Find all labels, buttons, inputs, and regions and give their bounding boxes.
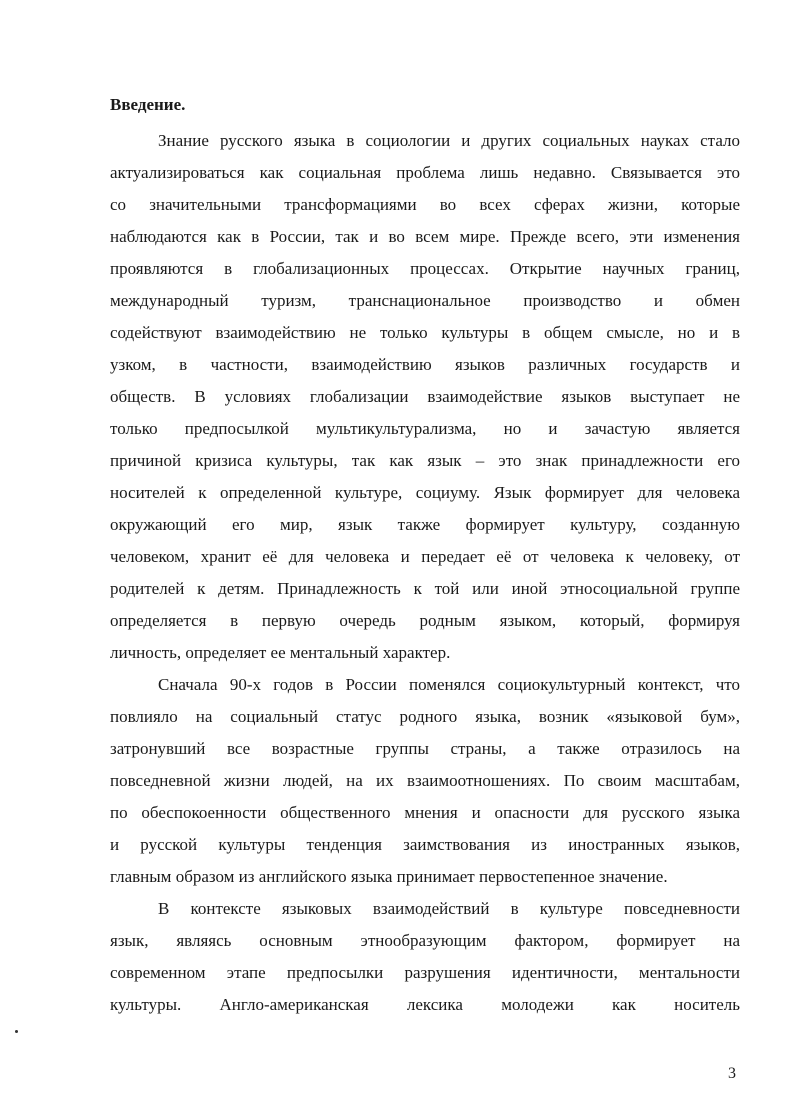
section-heading: Введение. [110, 95, 186, 114]
text-line: содействуют взаимодействию не только культуры в общем смысле, но и в [110, 323, 740, 342]
scan-speck [15, 1030, 18, 1033]
text-line: причиной кризиса культуры, так как язык – это знак принадлежности его [110, 451, 740, 470]
text-line: со значительными трансформациями во всех сферах жизни, которые [110, 195, 740, 214]
text-line: личность, определяет ее ментальный характер. [110, 643, 451, 662]
text-line: Сначала 90-х годов в России поменялся социокультурный контекст, что [158, 675, 740, 694]
text-line: Знание русского языка в социологии и других социальных науках стало [158, 131, 740, 150]
text-line: главным образом из английского языка принимает первостепенное значение. [110, 867, 668, 886]
text-line: обществ. В условиях глобализации взаимодействие языков выступает не [110, 387, 740, 406]
text-line: повлияло на социальный статус родного языка, возник «языковой бум», [110, 707, 740, 726]
text-line: наблюдаются как в России, так и во всем мире. Прежде всего, эти изменения [110, 227, 740, 246]
text-line: носителей к определенной культуре, социуму. Язык формирует для человека [110, 483, 740, 502]
text-line: по обеспокоенности общественного мнения и опасности для русского языка [110, 803, 740, 822]
page-number: 3 [728, 1065, 736, 1082]
text-line: повседневной жизни людей, на их взаимоотношениях. По своим масштабам, [110, 771, 740, 790]
text-line: современном этапе предпосылки разрушения идентичности, ментальности [110, 963, 740, 982]
text-line: затронувший все возрастные группы страны, а также отразилось на [110, 739, 740, 758]
text-line: проявляются в глобализационных процессах. Открытие научных границ, [110, 259, 740, 278]
text-line: родителей к детям. Принадлежность к той или иной этносоциальной группе [110, 579, 740, 598]
text-line: определяется в первую очередь родным языком, который, формируя [110, 611, 740, 630]
text-line: язык, являясь основным этнообразующим фактором, формирует на [110, 931, 740, 950]
text-line: только предпосылкой мультикультурализма, но и зачастую является [110, 419, 740, 438]
text-line: узком, в частности, взаимодействию языков различных государств и [110, 355, 740, 374]
text-line: культуры. Англо-американская лексика молодежи как носитель [110, 995, 740, 1014]
text-line: международный туризм, транснациональное производство и обмен [110, 291, 740, 310]
text-line: В контексте языковых взаимодействий в культуре повседневности [158, 899, 740, 918]
text-line: и русской культуры тенденция заимствования из иностранных языков, [110, 835, 740, 854]
text-line: актуализироваться как социальная проблема лишь недавно. Связывается это [110, 163, 740, 182]
text-line: человеком, хранит её для человека и передает её от человека к человеку, от [110, 547, 740, 566]
text-line: окружающий его мир, язык также формирует культуру, созданную [110, 515, 740, 534]
